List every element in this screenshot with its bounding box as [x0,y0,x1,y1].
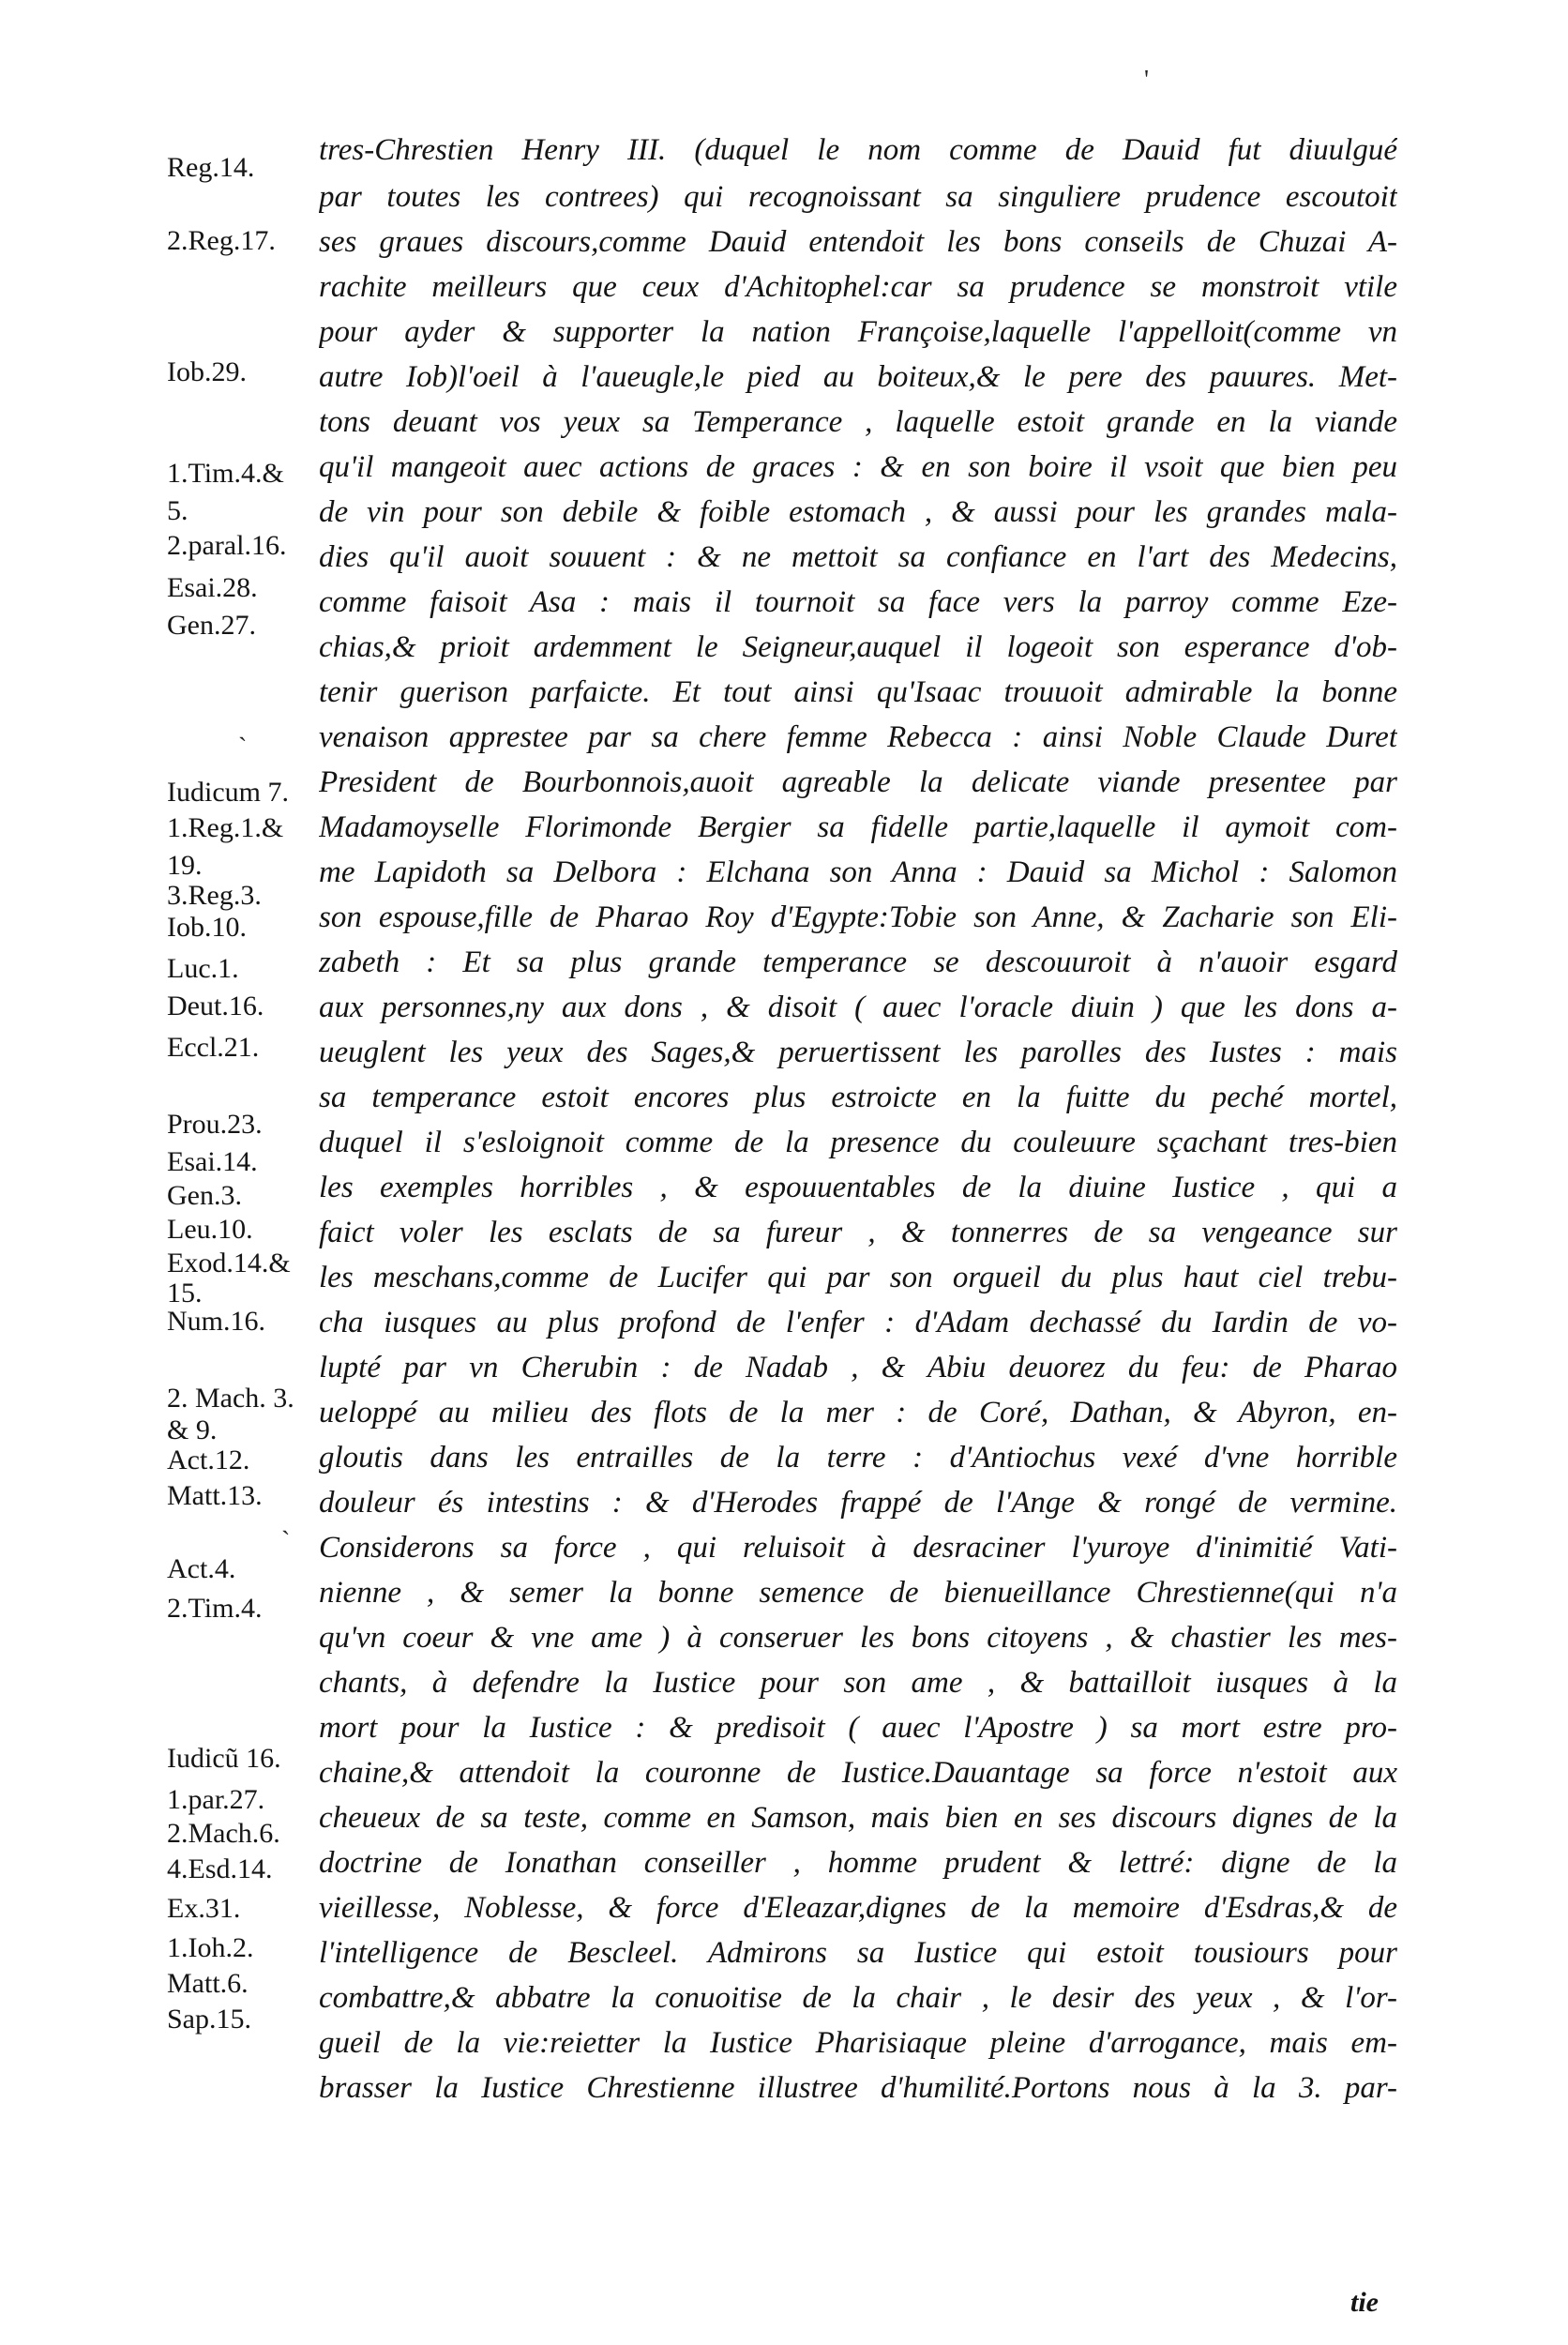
margin-note: 3.Reg.3. [167,880,262,911]
text-line: l'intelligence de Bescleel. Admirons sa Iustice qui estoit tousiours pour [319,1936,1397,1970]
text-line: ueloppé au milieu des flots de la mer : de Coré, Dathan, & Abyron, en- [319,1396,1397,1430]
margin-note: Matt.13. [167,1480,263,1511]
text-line: mort pour la Iustice : & predisoit ( auec l'Apostre ) sa mort estre pro- [319,1711,1397,1745]
margin-note: Iudicũ 16. [167,1743,281,1774]
text-line: zabeth : Et sa plus grande temperance se descouuroit à n'auoir esgard [319,946,1397,979]
text-line: tenir guerison parfaicte. Et tout ainsi qu'Isaac trouuoit admirable la bonne [319,675,1397,709]
margin-note: Esai.28. [167,572,258,603]
margin-note: Iudicum 7. [167,777,289,808]
text-line: venaison apprestee par sa chere femme Rebecca : ainsi Noble Claude Duret [319,720,1397,754]
text-line: Considerons sa force , qui reluisoit à desraciner l'yuroye d'inimitié Vati- [319,1531,1397,1565]
text-line: me Lapidoth sa Delbora : Elchana son Anna : Dauid sa Michol : Salomon [319,855,1397,889]
text-line: chaine,& attendoit la couronne de Iustice.Dauantage sa force n'estoit aux [319,1756,1397,1790]
margin-note: Ex.31. [167,1893,241,1924]
text-line: autre Iob)l'oeil à l'aueugle,le pied au boiteux,& le pere des pauures. Met- [319,360,1397,394]
text-line: faict voler les esclats de sa fureur , & tonnerres de sa vengeance sur [319,1216,1397,1249]
text-line: par toutes les contrees) qui recognoissant sa singuliere prudence escoutoit [319,180,1397,214]
margin-note: Luc.1. [167,953,239,984]
text-line: aux personnes,ny aux dons , & disoit ( auec l'oracle diuin ) que les dons a- [319,991,1397,1024]
margin-note: Iob.29. [167,356,247,387]
text-line: vieillesse, Noblesse, & force d'Eleazar,dignes de la memoire d'Esdras,& de [319,1891,1397,1925]
text-line: tons deuant vos yeux sa Temperance , laquelle estoit grande en la viande [319,405,1397,439]
margin-note: Gen.3. [167,1180,242,1211]
margin-note: Deut.16. [167,991,264,1021]
margin-note: 2. Mach. 3. [167,1383,294,1414]
margin-note: 2.Mach.6. [167,1818,280,1849]
text-line: duquel il s'esloignoit comme de la presence du couleuure sçachant tres-bien [319,1126,1397,1159]
margin-note: Iob.10. [167,912,247,943]
margin-note: 1.Ioh.2. [167,1932,254,1963]
text-line: dies qu'il auoit souuent : & ne mettoit sa confiance en l'art des Medecins, [319,540,1397,574]
text-line: qu'il mangeoit auec actions de graces : & en son boire il vsoit que bien peu [319,450,1397,484]
margin-note: 19. [167,850,203,881]
margin-note: 1.par.27. [167,1784,265,1815]
stray-ink-mark: ˏ [238,713,248,742]
text-line: de vin pour son debile & foible estomach , & aussi pour les grandes mala- [319,495,1397,529]
margin-note: 5. [167,495,188,526]
text-line: sa temperance estoit encores plus estroicte en la fuitte du peché mortel, [319,1081,1397,1114]
text-line: lupté par vn Cherubin : de Nadab , & Abiu deuorez du feu: de Pharao [319,1351,1397,1384]
margin-note: Matt.6. [167,1968,249,1999]
margin-note: Exod.14.& [167,1248,291,1278]
text-line: rachite meilleurs que ceux d'Achitophel:car sa prudence se monstroit vtile [319,270,1397,304]
margin-note: 2.paral.16. [167,530,287,561]
text-line: President de Bourbonnois,auoit agreable la delicate viande presentee par [319,765,1397,799]
margin-note: 1.Tim.4.& [167,458,284,489]
margin-note: Reg.14. [167,152,255,183]
margin-note: Gen.27. [167,610,256,641]
text-line: gueil de la vie:reietter la Iustice Pharisiaque pleine d'arrogance, mais em- [319,2026,1397,2060]
margin-note: 4.Esd.14. [167,1853,273,1884]
margin-notes-column [0,0,319,2345]
margin-note: Prou.23. [167,1109,263,1140]
text-line: pour ayder & supporter la nation Françoise,laquelle l'appelloit(comme vn [319,315,1397,349]
margin-note: Sap.15. [167,2004,251,2035]
body-text-column [319,0,1407,2345]
margin-note: Eccl.21. [167,1032,260,1063]
margin-note: 2.Tim.4. [167,1593,263,1624]
text-line: cheueux de sa teste, comme en Samson, mais bien en ses discours dignes de la [319,1801,1397,1835]
text-line: les exemples horribles , & espouuentables de la diuine Iustice , qui a [319,1171,1397,1204]
text-line: doctrine de Ionathan conseiller , homme prudent & lettré: digne de la [319,1846,1397,1880]
margin-note: Act.4. [167,1553,236,1584]
text-line: combattre,& abbatre la conuoitise de la chair , le desir des yeux , & l'or- [319,1981,1397,2015]
margin-note: Leu.10. [167,1214,253,1245]
text-line: qu'vn coeur & vne ame ) à conseruer les bons citoyens , & chastier les mes- [319,1621,1397,1655]
text-line: cha iusques au plus profond de l'enfer : d'Adam dechassé du Iardin de vo- [319,1306,1397,1339]
text-line: gloutis dans les entrailles de la terre : d'Antiochus vexé d'vne horrible [319,1441,1397,1475]
text-line: ueuglent les yeux des Sages,& peruertissent les parolles des Iustes : mais [319,1036,1397,1069]
margin-note: 1.Reg.1.& [167,812,284,843]
text-line: chias,& prioit ardemment le Seigneur,auquel il logeoit son esperance d'ob- [319,630,1397,664]
text-line: brasser la Iustice Chrestienne illustree d'humilité.Portons nous à la 3. par- [319,2071,1397,2105]
margin-note: 15. [167,1278,203,1309]
stray-ink-mark: ˏ [281,1506,291,1536]
text-line: Madamoyselle Florimonde Bergier sa fidelle partie,laquelle il aymoit com- [319,810,1397,844]
text-line: les meschans,comme de Lucifer qui par son orgueil du plus haut ciel trebu- [319,1261,1397,1294]
margin-note: Num.16. [167,1306,265,1337]
text-line: comme faisoit Asa : mais il tournoit sa face vers la parroy comme Eze- [319,585,1397,619]
text-line: nienne , & semer la bonne semence de bienueillance Chrestienne(qui n'a [319,1576,1397,1610]
text-line: tres-Chrestien Henry III. (duquel le nom comme de Dauid fut diuulgué [319,133,1397,167]
text-line: douleur és intestins : & d'Herodes frappé de l'Ange & rongé de vermine. [319,1486,1397,1520]
stray-ink-mark: ' [1144,66,1150,95]
text-line: chants, à defendre la Iustice pour son ame , & battailloit iusques à la [319,1666,1397,1700]
text-line: son espouse,fille de Pharao Roy d'Egypte:Tobie son Anne, & Zacharie son Eli- [319,900,1397,934]
text-line: ses graues discours,comme Dauid entendoit les bons conseils de Chuzai A- [319,225,1397,259]
margin-note: Esai.14. [167,1146,258,1177]
margin-note: & 9. [167,1415,218,1445]
margin-note: Act.12. [167,1445,250,1475]
margin-note: 2.Reg.17. [167,225,276,256]
catchword: tie [1350,2287,1379,2318]
